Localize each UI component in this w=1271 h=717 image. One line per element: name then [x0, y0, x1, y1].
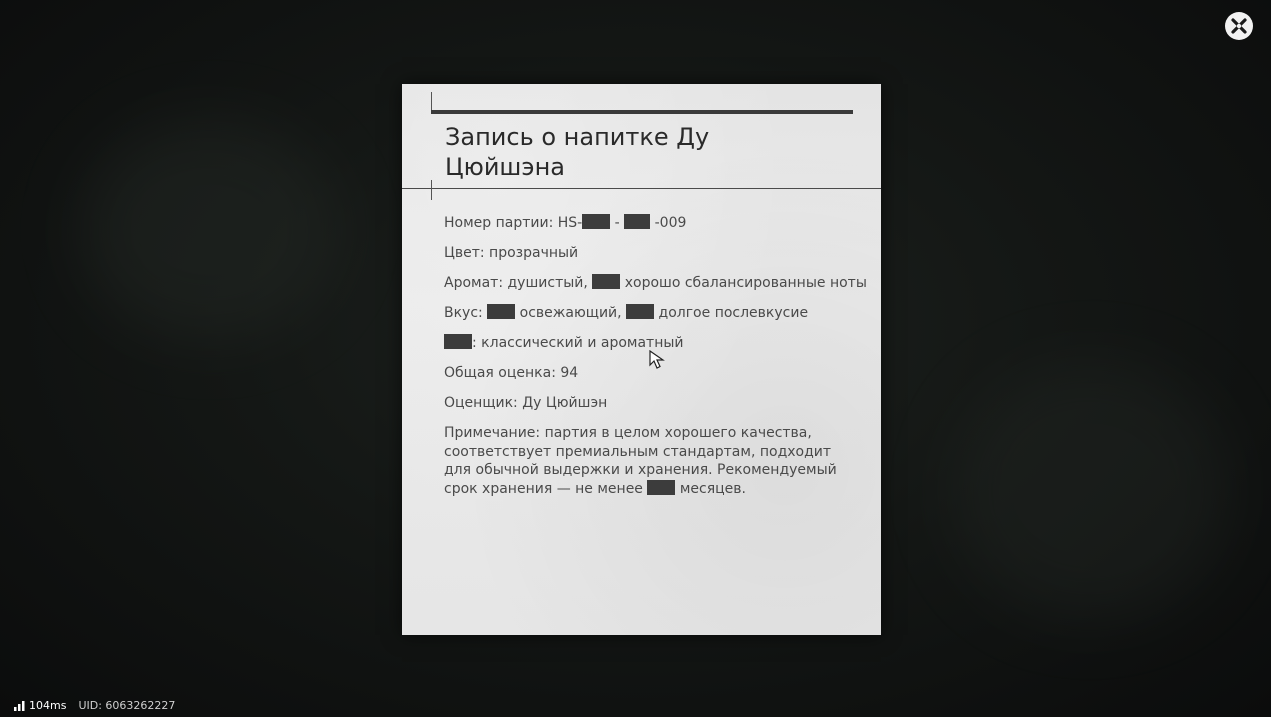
background-smudge [80, 120, 340, 340]
redaction-block [624, 214, 650, 229]
background-smudge [950, 360, 1230, 620]
redaction-block [444, 334, 472, 349]
redaction-block [487, 304, 515, 319]
note-paragraph: Примечание: партия в целом хорошего качества, соответствует премиальным стандартам, подходит для обычной выдержки и хранения. Рекомендуемый срок хранения — не менее месяцев. [444, 425, 837, 497]
paper-decoration [431, 180, 432, 200]
signal-bars-icon [14, 701, 25, 711]
taste-line: Вкус: освежающий, долгое послевкусие [444, 305, 809, 321]
close-button[interactable] [1225, 12, 1253, 40]
taster-line: Оценщик: Ду Цюйшэн [444, 395, 608, 411]
batch-number-line: Номер партии: HS- - -009 [444, 215, 687, 231]
mouse-cursor-icon [648, 350, 666, 370]
color-line: Цвет: прозрачный [444, 245, 579, 261]
redaction-block [626, 304, 654, 319]
title-top-rule [431, 110, 853, 114]
document-title: Запись о напитке Ду Цюйшэна [445, 123, 710, 181]
document-paper [402, 84, 881, 635]
uid-readout: UID: 6063262227 [78, 699, 176, 712]
aroma-line: Аромат: душистый, хорошо сбалансированные ноты [444, 275, 867, 291]
ping-readout: 104ms [29, 699, 67, 712]
status-bar [14, 699, 175, 712]
document-body [444, 212, 867, 498]
redaction-block [592, 274, 620, 289]
close-x-icon [1225, 12, 1253, 40]
redaction-block [647, 480, 675, 495]
score-line: Общая оценка: 94 [444, 365, 579, 381]
title-divider [402, 188, 881, 189]
style-line: : классический и ароматный [444, 332, 844, 362]
redaction-block [582, 214, 610, 229]
